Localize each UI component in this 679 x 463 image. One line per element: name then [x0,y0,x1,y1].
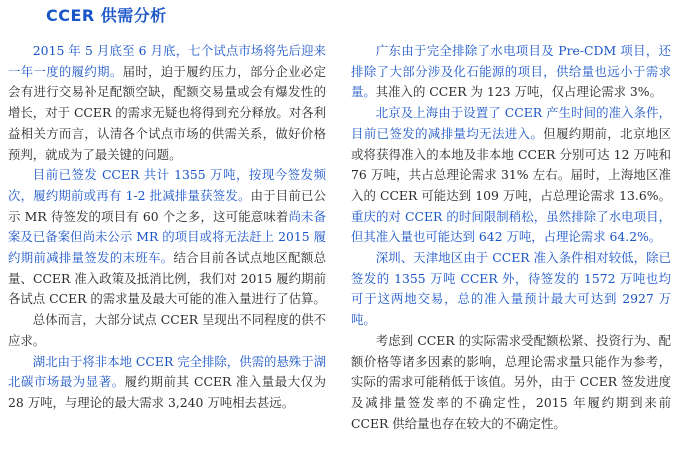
highlighted-text: 广东由于完全排除了水电项目及 Pre-CDM 项目，还排除了大部分涉及化石能源的项目，供给量也远小于需求量。 [351,43,671,100]
body-text: 结合目前各试点地区配额总量、CCER 准入政策及抵消比例，我们对 2015 履约期前各试点 CCER 的需求量及最大可能的准入量进行了估算。 [8,250,327,307]
highlighted-text: 目前已签发 CCER 共计 1355 万吨，按现今签发频次，履约期前或再有 1-2 批减排量获签发。 [8,167,326,203]
paragraph [8,41,326,165]
section-title: CCER 供需分析 [46,6,167,25]
paragraph [351,248,671,331]
highlighted-text: 重庆的对 CCER 的时间限制稍松，虽然排除了水电项目，但其准入量也可能达到 642 万吨，占理论需求 64.2%。 [351,208,671,245]
body-text: 考虑到 CCER 的实际需求受配额松紧、投资行为、配额价格等诸多因素的影响，总理论需求量只能作为参考，实际的需求可能稍低于该值。另外，由于 CCER 签发进度及减排量签发率的不确定性，2015 年履约期到来前 CCER 供给量也存在较大的不确定性。 [351,332,671,431]
paragraph [8,352,326,414]
body-text: 但履约期前，北京地区或将获得准入的本地及非本地 CCER 分别可达 12 万吨和 76 万吨，共占总理论需求 31% 左右。届时，上海地区准入的 CCER 可能达到 109 万吨，占总理论需求 13.6%。 [351,125,672,203]
paragraph [351,41,671,103]
body-text: 总体而言，大部分试点 CCER 呈现出不同程度的供不应求。 [8,312,326,348]
paragraph [8,165,326,310]
highlighted-text: 深圳、天津地区由于 CCER 准入条件相对较低，除已签发的 1355 万吨 CCER 外，待签发的 1572 万吨也均可于这两地交易，总的准入量预计最大可达到 2927 万吨。 [351,250,671,328]
highlighted-text: 湖北由于将非本地 CCER 完全排除，供需的悬殊于湖北碳市场最为显著。 [8,353,326,390]
highlighted-text: 北京及上海由于设置了 CCER 产生时间的准入条件，目前已签发的减排量均无法进入。 [351,105,671,141]
highlighted-text: 2015 年 5 月底至 6 月底，七个试点市场将先后迎来一年一度的履约期。 [8,43,326,79]
paragraph [351,103,671,248]
body-text: 履约期前其 CCER 准入量最大仅为 28 万吨，与理论的最大需求 3,240 万吨相去甚远。 [8,374,327,410]
body-text: 届时，迫于履约压力，部分企业必定会有进行交易补足配额空缺，配额交易量或会有爆发性的增长，对于 CCER 的需求无疑也将得到充分释放。对各利益相关方而言，认清各个试点市场的供需关系，做好价格预判，就成为了最关键的问题。 [8,63,327,162]
paragraph [8,310,326,351]
paragraph [351,331,671,435]
highlighted-text: 尚未备案及已备案但尚未公示 MR 的项目或将无法赶上 2015 履约期前减排量签发的末班车。 [8,208,326,266]
left-column [8,41,326,414]
body-text: 由于目前已公示 MR 待签发的项目有 60 个之多，这可能意味着 [8,187,326,224]
right-column [351,41,671,434]
body-text: 其准入的 CCER 为 123 万吨，仅占理论需求 3%。 [375,84,662,100]
